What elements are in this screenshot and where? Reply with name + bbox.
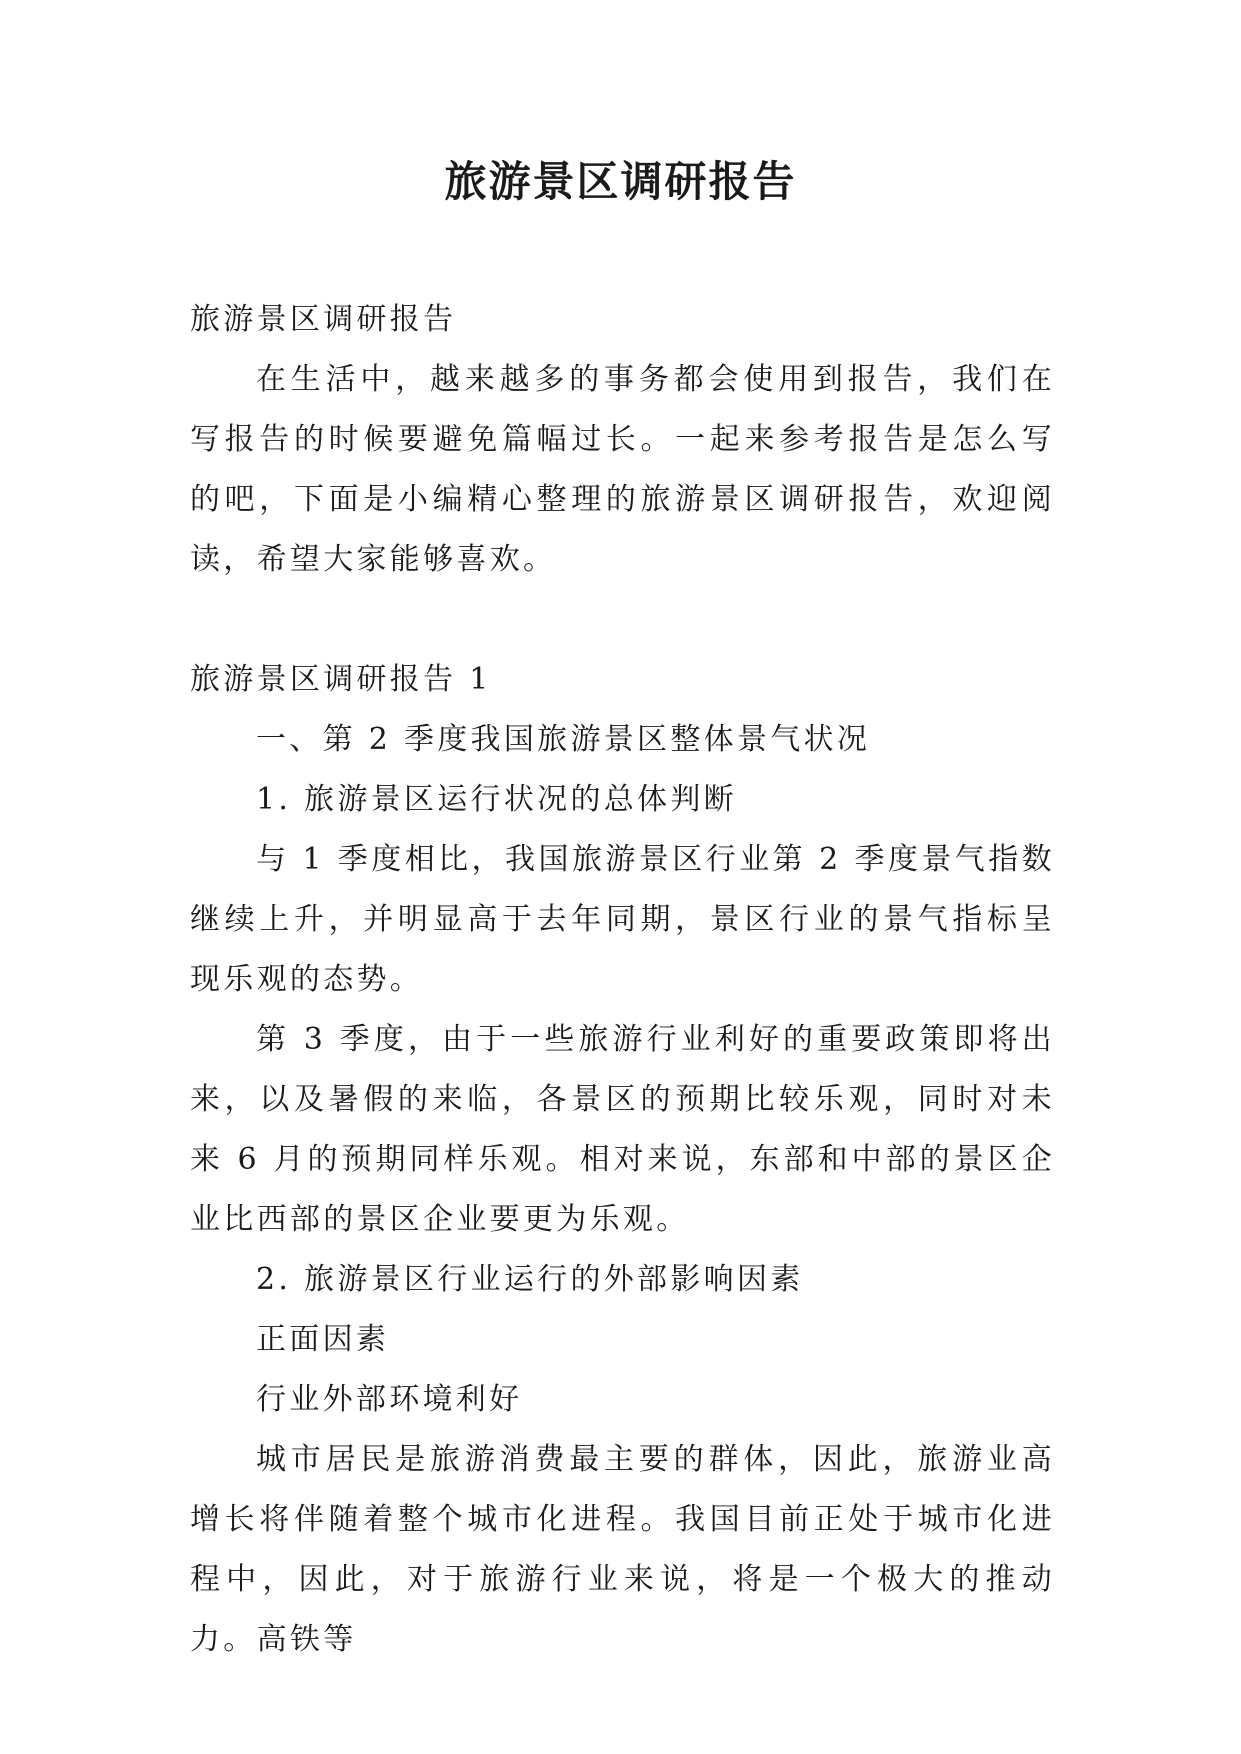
body-paragraph: 城市居民是旅游消费最主要的群体，因此，旅游业高增长将伴随着整个城市化进程。我国目前正处于城市化进程中，因此，对于旅游行业来说，将是一个极大的推动力。高铁等 (190, 1442, 1055, 1657)
chapter-heading: 一、第 2 季度我国旅游景区整体景气状况 (256, 722, 871, 757)
paragraph-gap (190, 590, 1055, 650)
body-paragraph: 第 3 季度，由于一些旅游行业利好的重要政策即将出来，以及暑假的来临，各景区的预期比较乐观，同时对未来 6 月的预期同样乐观。相对来说，东部和中部的景区企业比西部的景区企业要更为乐观。 (190, 1022, 1055, 1237)
section-heading: 旅游景区调研报告 (190, 302, 457, 337)
subheading-external-environment: 行业外部环境利好 (256, 1382, 523, 1417)
document-title: 旅游景区调研报告 (444, 157, 797, 206)
document-body (190, 290, 1055, 1670)
subheading-positive-factors: 正面因素 (256, 1322, 390, 1357)
intro-paragraph: 在生活中，越来越多的事务都会使用到报告，我们在写报告的时候要避免篇幅过长。一起来参考报告是怎么写的吧，下面是小编精心整理的旅游景区调研报告，欢迎阅读，希望大家能够喜欢。 (190, 362, 1055, 577)
subsection-heading: 1. 旅游景区运行状况的总体判断 (256, 782, 737, 817)
subsection-heading: 2. 旅游景区行业运行的外部影响因素 (256, 1262, 804, 1297)
body-paragraph: 与 1 季度相比，我国旅游景区行业第 2 季度景气指数继续上升，并明显高于去年同期，景区行业的景气指标呈现乐观的态势。 (190, 842, 1055, 997)
report-heading: 旅游景区调研报告 1 (190, 662, 492, 697)
